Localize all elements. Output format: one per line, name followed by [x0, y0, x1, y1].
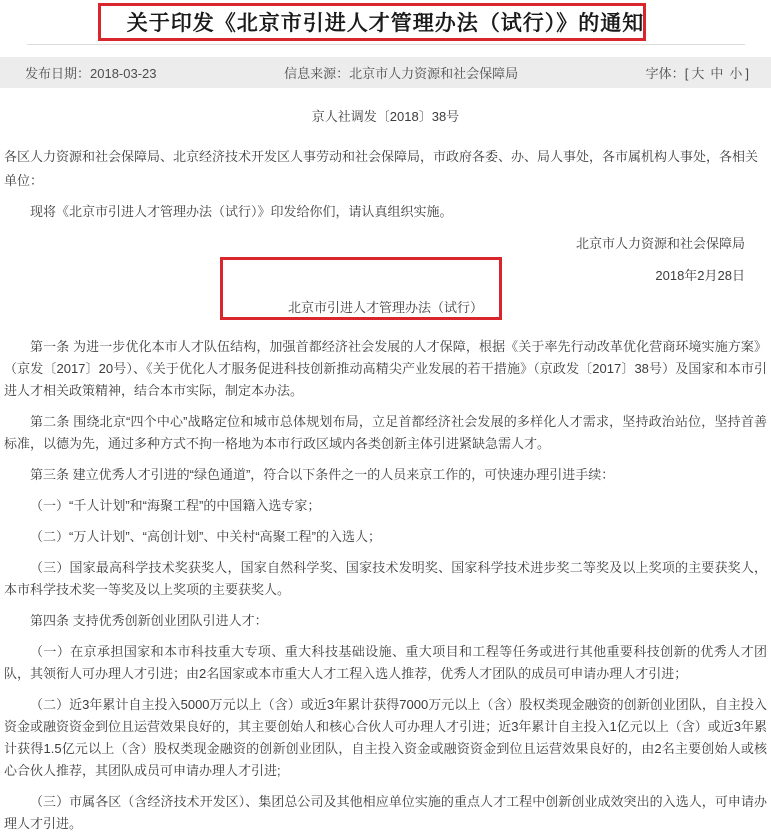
info-source-value: 北京市人力资源和社会保障局 — [349, 66, 519, 81]
body-paragraph: （一）在京承担国家和本市科技重大专项、重大科技基础设施、重大项目和工程等任务或进行其他重要科技创新的优秀人才团队，其领衔人可办理人才引进；由2名国家或本市重大人才工程入选人推荐，优秀人才团队的成员可申请办理人才引进； — [4, 644, 767, 681]
body-paragraph: 第一条 为进一步优化本市人才队伍结构，加强首都经济社会发展的人才保障，根据《关于率先行动改革优化营商环境实施方案》（京发〔2017〕20号）、《关于优化人才服务促进科技创新推动高精尖产业发展的若干措施》（京政发〔2017〕38号）及国家和本市引进人才相关政策精神，结合本市实际，制定本办法。 — [4, 339, 767, 398]
font-bracket-open: [ — [684, 66, 689, 81]
publish-date — [25, 63, 157, 82]
body-paragraph: 第四条 支持优秀创新创业团队引进人才： — [30, 613, 268, 628]
font-size-large-button[interactable]: 大 — [691, 66, 705, 81]
document-number: 京人社调发〔2018〕38号 — [311, 109, 460, 124]
font-size-label: 字体： — [645, 66, 685, 81]
font-size-control — [646, 63, 749, 82]
signature-date: 2018年2月28日 — [655, 268, 745, 283]
document-body — [0, 336, 771, 835]
body-paragraph: （三）市属各区（含经济技术开发区）、集团总公司及其他相应单位实施的重点人才工程中创新创业成效突出的入选人，可申请办理人才引进。 — [4, 794, 767, 831]
body-paragraph: （三）国家最高科学技术奖获奖人，国家自然科学奖、国家技术发明奖、国家科学技术进步奖二等奖及以上奖项的主要获奖人，本市科学技术奖一等奖及以上奖项的主要获奖人。 — [4, 560, 767, 597]
font-size-medium-button[interactable]: 中 — [710, 66, 724, 81]
body-paragraph: 第二条 围绕北京“四个中心”战略定位和城市总体规划布局，立足首都经济社会发展的多样化人才需求，坚持政治站位，坚持首善标准，以德为先，通过多种方式不拘一格地为本市行政区域内各类创新主体引进紧缺急需人才。 — [4, 414, 767, 451]
body-paragraph: （二）“万人计划”、“高创计划”、中关村“高聚工程”的入选人； — [30, 529, 381, 544]
font-size-small-button[interactable]: 小 — [729, 66, 743, 81]
page-title: 关于印发《北京市引进人才管理办法（试行）》的通知 — [126, 12, 645, 35]
publish-date-label: 发布日期： — [25, 66, 91, 81]
intro-paragraph: 现将《北京市引进人才管理办法（试行）》印发给你们，请认真组织实施。 — [30, 204, 453, 219]
meta-bar — [0, 57, 771, 88]
font-bracket-close: ] — [745, 66, 749, 81]
salutation: 各区人力资源和社会保障局、北京经济技术开发区人事劳动和社会保障局，市政府各委、办、局人事处，各市属机构人事处，各相关单位： — [4, 149, 759, 188]
title-divider — [27, 44, 745, 45]
info-source — [284, 63, 518, 82]
body-paragraph: （一）“千人计划”和“海聚工程”的中国籍入选专家； — [30, 498, 321, 513]
publish-date-value: 2018-03-23 — [90, 66, 157, 81]
document-subtitle: 北京市引进人才管理办法（试行） — [287, 300, 483, 315]
body-paragraph: 第三条 建立优秀人才引进的“绿色通道”，符合以下条件之一的人员来京工作的，可快速办理引进手续： — [30, 467, 615, 482]
signature-org: 北京市人力资源和社会保障局 — [575, 236, 745, 251]
info-source-label: 信息来源： — [284, 66, 350, 81]
body-paragraph: （二）近3年累计自主投入5000万元以上（含）或近3年累计获得7000万元以上（含）股权类现金融资的创新创业团队，自主投入资金或融资资金到位且运营效果良好的，其主要创始人和核心合伙人可办理人才引进；近3年累计自主投入1亿元以上（含）或近3年累计获得1.5亿元以上（含）股权类现金融资的创新创业团队，自主投入资金或融资资金到位且运营效果良好的，由2名主要创始人或核心合伙人推荐，其团队成员可申请办理人才引进; — [4, 697, 767, 778]
